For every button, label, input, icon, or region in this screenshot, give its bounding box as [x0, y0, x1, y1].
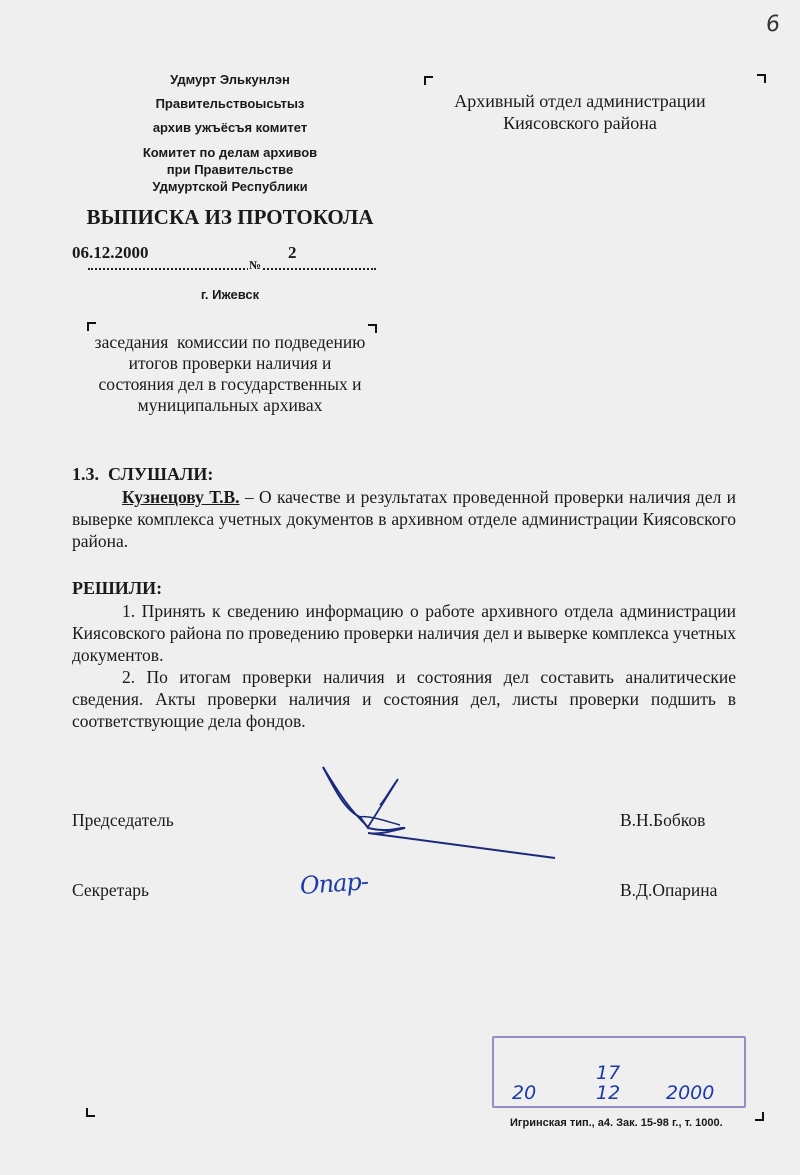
secretary-label: Секретарь — [72, 880, 150, 900]
heard-paragraph — [72, 486, 736, 552]
printer-info: Игринская тип., а4. Зак. 15-98 г., т. 1000. — [510, 1117, 723, 1129]
org-name-russian-2: при Правительстве — [166, 162, 294, 177]
corner-mark — [755, 1112, 764, 1121]
addressee — [420, 90, 740, 134]
number-sign: № — [249, 258, 262, 272]
date-number-dotted-line — [88, 268, 376, 270]
org-name-russian — [60, 144, 400, 195]
speaker-name: Кузнецову Т.В. — [122, 487, 240, 507]
corner-mark — [424, 76, 433, 85]
org-name-udmurt-3: архив ужъёсъя комитет — [152, 120, 308, 135]
organization-header — [60, 68, 400, 195]
subject-line: муниципальных архивах — [137, 395, 323, 415]
heard-text: – О качестве и результатах проведенной проверки наличия дел и выверке комплекса учетных документов в архивном отделе администрации Киясовского района. — [72, 487, 736, 551]
secretary-name: В.Д.Опарина — [620, 880, 718, 900]
stamp-year: 2000 — [666, 1082, 715, 1104]
org-name-udmurt-1: Удмурт Элькунлэн — [170, 72, 290, 87]
decision-item: 1. Принять к сведению информацию о работе архивного отдела администрации Киясовского района по проведению проверки наличия дел и выверке комплекса учетных документов. — [72, 601, 736, 665]
corner-mark — [757, 74, 766, 83]
document-number: 2 — [288, 243, 297, 262]
page-number: 6 — [764, 11, 782, 38]
addressee-line: Архивный отдел администрации — [454, 91, 706, 111]
corner-mark — [86, 1108, 95, 1117]
document-date: 06.12.2000 — [72, 243, 149, 262]
corner-mark — [87, 322, 96, 331]
stamp-entry-number: 17 — [596, 1062, 621, 1084]
chair-name: В.Н.Бобков — [620, 810, 706, 830]
org-name-russian-1: Комитет по делам архивов — [142, 145, 318, 160]
decided-list — [72, 600, 736, 732]
secretary-signature: Опар- — [299, 867, 369, 900]
protocol-subject — [60, 332, 400, 416]
document-title: ВЫПИСКА ИЗ ПРОТОКОЛА — [86, 205, 374, 229]
subject-line: состояния дел в государственных и — [98, 374, 362, 394]
decision-item: 2. По итогам проверки наличия и состояния дел составить аналитические сведения. Акты проверки наличия и состояния дел, листы проверки подшить в соответствующие дела фондов. — [72, 667, 736, 731]
subject-line: заседания комиссии по подведению — [94, 332, 366, 352]
org-name-russian-3: Удмуртской Республики — [152, 179, 308, 194]
stamp-month: 12 — [596, 1082, 621, 1104]
org-name-udmurt-2: Правительствоысьтыз — [155, 96, 305, 111]
chair-label: Председатель — [72, 810, 174, 830]
stamp-day: 20 — [512, 1082, 537, 1104]
addressee-line: Киясовского района — [503, 113, 657, 133]
city: г. Ижевск — [200, 287, 260, 302]
chair-signature — [300, 755, 570, 865]
heard-heading: 1.3. СЛУШАЛИ: — [72, 464, 214, 484]
decided-heading: РЕШИЛИ: — [72, 578, 163, 598]
subject-line: итогов проверки наличия и — [128, 353, 332, 373]
